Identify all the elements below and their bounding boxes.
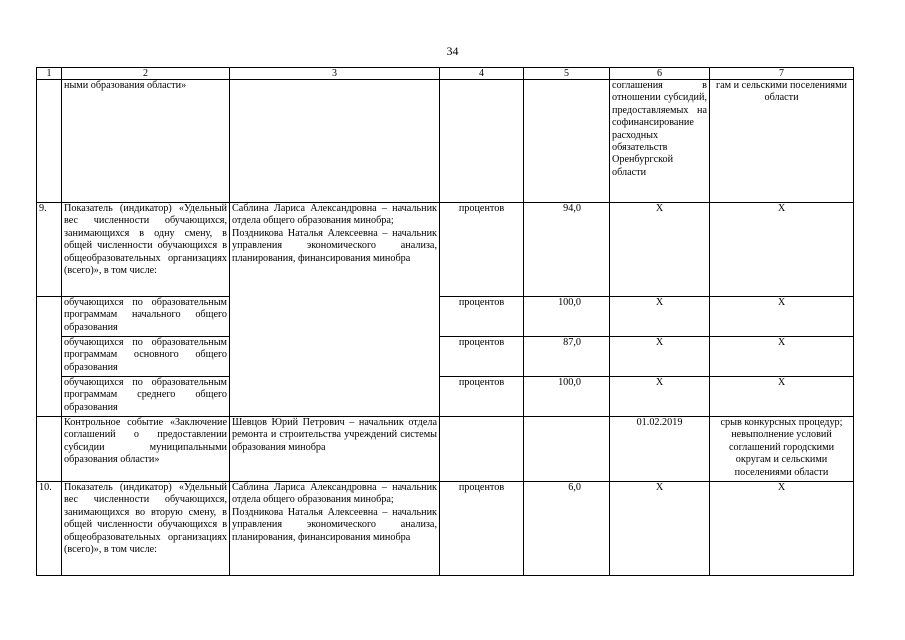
unit: процентов bbox=[440, 203, 524, 297]
col-header-6: 6 bbox=[610, 68, 710, 80]
indicator-name: Показатель (индикатор) «Удельный вес численности обучающихся, занимающихся во вторую смену, в общей численности обучающихся в общеобразовательных организациях (всего)», в том числе: bbox=[62, 482, 230, 576]
responsible: Саблина Лариса Александровна – начальник отдела общего образования минобра; Поздникова Наталья Алексеевна – начальник управления экономического анализа, планирования, финансирования минобра bbox=[230, 482, 440, 576]
row-number bbox=[37, 80, 62, 203]
unit: процентов bbox=[440, 337, 524, 377]
document-table bbox=[36, 67, 854, 576]
col-header-1: 1 bbox=[37, 68, 62, 80]
row-number bbox=[37, 337, 62, 377]
table-row bbox=[37, 203, 854, 297]
unit bbox=[440, 80, 524, 203]
value: 87,0 bbox=[524, 337, 610, 377]
col6-mark: Х bbox=[610, 482, 710, 576]
control-event-row bbox=[37, 417, 854, 482]
column-number-row bbox=[37, 68, 854, 80]
table-row bbox=[37, 297, 854, 337]
responsible bbox=[230, 377, 440, 417]
value: 100,0 bbox=[524, 297, 610, 337]
indicator-name: ными образования области» bbox=[62, 80, 230, 203]
col7-mark: Х bbox=[710, 203, 854, 297]
unit: процентов bbox=[440, 482, 524, 576]
responsible bbox=[230, 297, 440, 337]
col-header-4: 4 bbox=[440, 68, 524, 80]
value: 100,0 bbox=[524, 377, 610, 417]
table-row bbox=[37, 377, 854, 417]
responsible: Саблина Лариса Александровна – начальник отдела общего образования минобра; Поздникова Наталья Алексеевна – начальник управления экономического анализа, планирования, финансирования минобра bbox=[230, 203, 440, 297]
col6-text: соглашения в отношении субсидий, предоставляемых на софинансирование расходных обязательств Оренбургской области bbox=[610, 80, 710, 203]
col7-mark: Х bbox=[710, 297, 854, 337]
col6-mark: Х bbox=[610, 203, 710, 297]
responsible bbox=[230, 337, 440, 377]
continuation-row bbox=[37, 80, 854, 203]
row-number bbox=[37, 377, 62, 417]
value: 94,0 bbox=[524, 203, 610, 297]
row-number bbox=[37, 297, 62, 337]
col7-mark: Х bbox=[710, 377, 854, 417]
unit: процентов bbox=[440, 297, 524, 337]
value bbox=[524, 80, 610, 203]
unit: процентов bbox=[440, 377, 524, 417]
col7-text: гам и сельскими поселениями области bbox=[710, 80, 854, 203]
col-header-3: 3 bbox=[230, 68, 440, 80]
col6-mark: Х bbox=[610, 297, 710, 337]
value bbox=[524, 417, 610, 482]
indicator-name: обучающихся по образовательным программам основного общего образования bbox=[62, 337, 230, 377]
table-row bbox=[37, 337, 854, 377]
col-header-2: 2 bbox=[62, 68, 230, 80]
col7-mark: Х bbox=[710, 337, 854, 377]
col-header-7: 7 bbox=[710, 68, 854, 80]
row-number: 10. bbox=[37, 482, 62, 576]
col6-mark: Х bbox=[610, 377, 710, 417]
risks: срыв конкурсных процедур; невыполнение условий соглашений городскими округам и сельскими поселениями области bbox=[710, 417, 854, 482]
col7-mark: Х bbox=[710, 482, 854, 576]
responsible bbox=[230, 80, 440, 203]
control-event-date: 01.02.2019 bbox=[610, 417, 710, 482]
indicator-name: обучающихся по образовательным программам начального общего образования bbox=[62, 297, 230, 337]
col-header-5: 5 bbox=[524, 68, 610, 80]
unit bbox=[440, 417, 524, 482]
value: 6,0 bbox=[524, 482, 610, 576]
col6-mark: Х bbox=[610, 337, 710, 377]
indicator-name: Показатель (индикатор) «Удельный вес численности обучающихся, занимающихся в одну смену, в общей численности обучающихся в общеобразовательных организациях (всего)», в том числе: bbox=[62, 203, 230, 297]
indicator-name: обучающихся по образовательным программам среднего общего образования bbox=[62, 377, 230, 417]
table-row bbox=[37, 482, 854, 576]
row-number: 9. bbox=[37, 203, 62, 297]
row-number bbox=[37, 417, 62, 482]
page-number: 34 bbox=[446, 44, 459, 58]
control-event-name: Контрольное событие «Заключение соглашений о предоставлении субсидии муниципальными образования области» bbox=[62, 417, 230, 482]
responsible: Шевцов Юрий Петрович – начальник отдела ремонта и строительства учреждений системы образования минобра bbox=[230, 417, 440, 482]
